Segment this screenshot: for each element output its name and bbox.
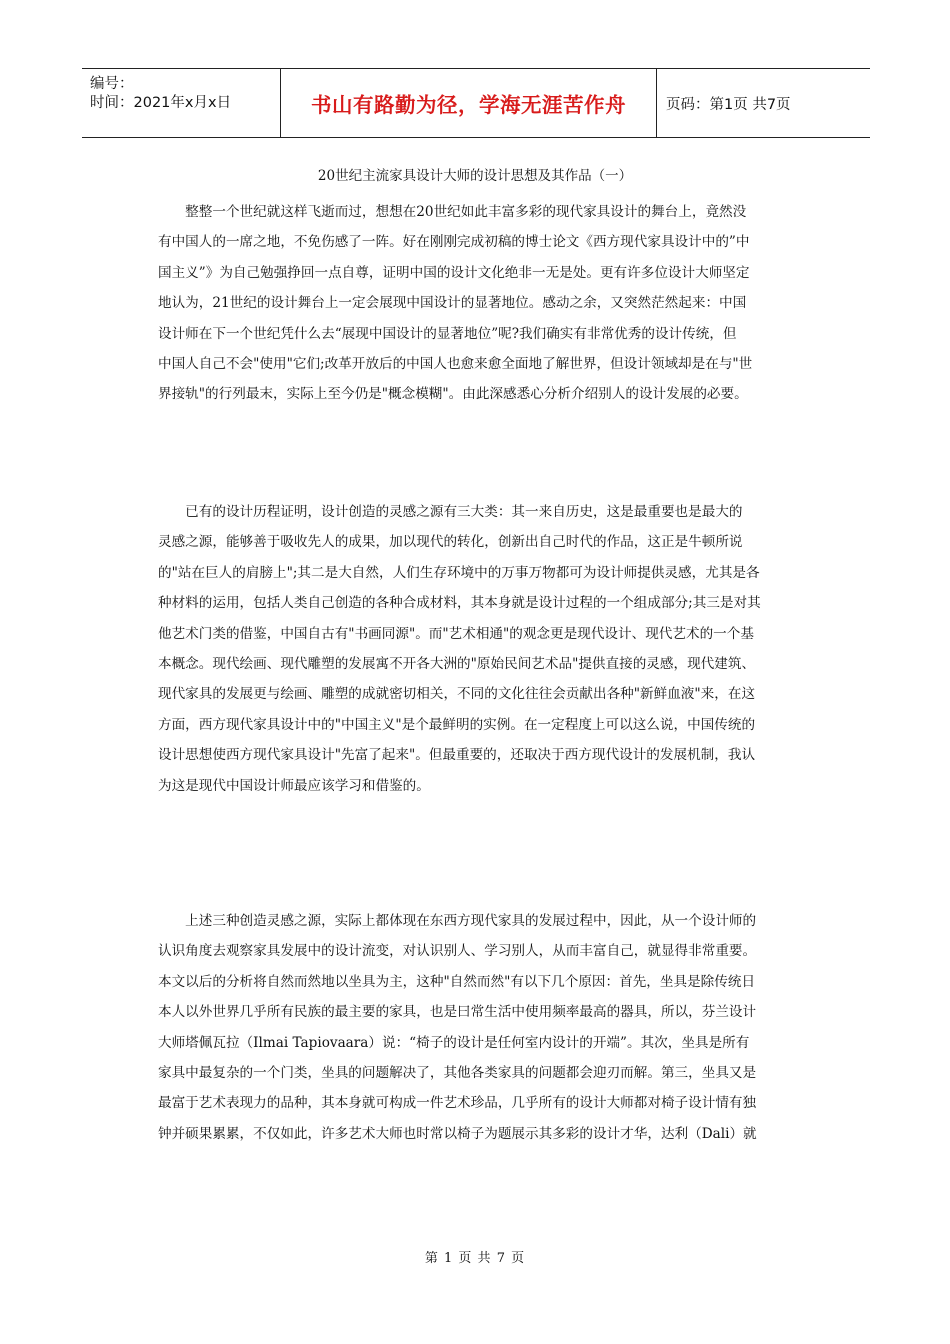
text-line: 上述三种创造灵感之源，实际上都体现在东西方现代家具的发展过程中，因此，从一个设计师的: [158, 913, 757, 929]
text-line: 现代家具的发展更与绘画、雕塑的成就密切相关，不同的文化往往会贡献出各种"新鲜血液"来，在这: [158, 686, 756, 703]
text-line: 已有的设计历程证明，设计创造的灵感之源有三大类：其一来自历史，这是最重要也是最大的: [158, 504, 743, 520]
text-line: 地认为，21世纪的设计舞台上一定会展现中国设计的显著地位。感动之余，又突然茫然起来：中国: [158, 295, 747, 312]
text-line: 认识角度去观察家具发展中的设计流变，对认识别人、学习别人，从而丰富自己，就显得非常重要。: [158, 943, 757, 960]
text-line: 设计师在下一个世纪凭什么去“展现中国设计的显著地位”呢?我们确实有非常优秀的设计传统，但: [158, 325, 737, 342]
text-line: 国主义”》为自己勉强挣回一点自尊，证明中国的设计文化绝非一无是处。更有许多位设计大师坚定: [158, 264, 750, 281]
text-line: 钟并硕果累累，不仅如此，许多艺术大师也时常以椅子为题展示其多彩的设计才华，达利（Dali）就: [158, 1125, 757, 1142]
text-line: 大师塔佩瓦拉（Ilmai Tapiovaara）说：“椅子的设计是任何室内设计的开端”。其次，坐具是所有: [158, 1034, 750, 1051]
text-line: 灵感之源，能够善于吸收先人的成果，加以现代的转化，创新出自己时代的作品，这正是牛顿所说: [158, 534, 743, 551]
text-line: 整整一个世纪就这样飞逝而过，想想在20世纪如此丰富多彩的现代家具设计的舞台上，竟然没: [158, 204, 747, 220]
text-line: 他艺术门类的借鉴，中国自古有"书画同源"。而"艺术相通"的观念更是现代设计、现代艺术的一个基: [158, 625, 754, 642]
text-line: 方面，西方现代家具设计中的"中国主义"是个最鲜明的实例。在一定程度上可以这么说，中国传统的: [158, 716, 756, 733]
text-line: 本人以外世界几乎所有民族的最主要的家具，也是曰常生活中使用频率最高的器具，所以，芬兰设计: [158, 1004, 757, 1021]
text-line: 的"站在巨人的肩膀上";其二是大自然，人们生存环境中的万事万物都可为设计师提供灵感，尤其是各: [158, 564, 760, 581]
header-table: [82, 68, 870, 138]
text-line: 为这是现代中国设计师最应该学习和借鉴的。: [158, 777, 430, 794]
text-line: 最富于艺术表现力的品种，其本身就可构成一件艺术珍品，几乎所有的设计大师都对椅子设计情有独: [158, 1095, 757, 1112]
header-divider: [656, 69, 657, 137]
paragraph-1: [158, 197, 798, 410]
paragraph-2: [158, 497, 798, 801]
text-line: 界接轨"的行列最末，实际上至今仍是"概念模糊"。由此深感悉心分析介绍别人的设计发展的必要。: [158, 386, 748, 403]
text-line: 设计思想使西方现代家具设计"先富了起来"。但最重要的，还取决于西方现代设计的发展机制，我认: [158, 747, 756, 764]
motto-text: 书山有路勤为径，学海无涯苦作舟: [311, 93, 626, 117]
header-meta: [90, 75, 231, 113]
text-line: 本概念。现代绘画、现代雕塑的发展寓不开各大洲的"原始民间艺术品"提供直接的灵感，现代建筑、: [158, 656, 756, 673]
text-line: 有中国人的一席之地，不免伤感了一阵。好在刚刚完成初稿的博士论文《西方现代家具设计中的”中: [158, 234, 750, 251]
number-label: 编号：: [90, 76, 134, 92]
text-line: 种材料的运用，包括人类自己创造的各种合成材料，其本身就是设计过程的一个组成部分;其三是对其: [158, 595, 761, 612]
page-label: 页码：第1页 共7页: [666, 96, 791, 113]
text-line: 家具中最复杂的一个门类，坐具的问题解决了，其他各类家具的问题都会迎刃而解。第三，坐具又是: [158, 1065, 757, 1082]
paragraph-3: [158, 906, 798, 1149]
document-title: 20世纪主流家具设计大师的设计思想及其作品（一）: [317, 168, 633, 184]
text-line: 中国人自己不会"使用"它们;改革开放后的中国人也愈来愈全面地了解世界，但设计领域却是在与"世: [158, 356, 753, 373]
text-line: 本文以后的分析将自然而然地以坐具为主，这种"自然而然"有以下几个原因：首先，坐具是除传统日: [158, 973, 756, 990]
time-label: 时间：2021年x月x日: [90, 95, 232, 111]
page-footer: 第 1 页 共 7 页: [424, 1251, 526, 1266]
